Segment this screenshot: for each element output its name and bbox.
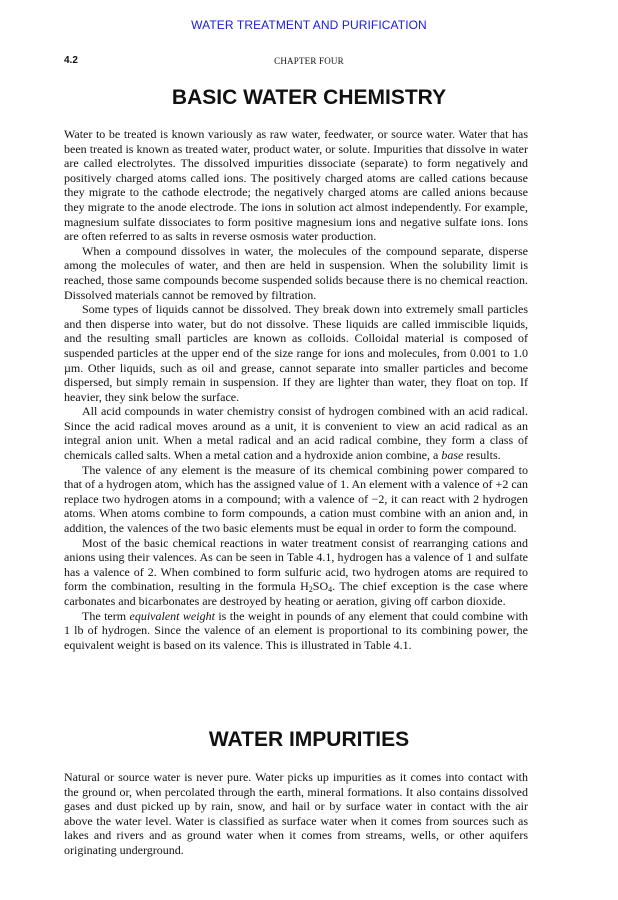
paragraph-text: The term — [82, 608, 130, 623]
paragraph: Some types of liquids cannot be dissolved. They break down into extremely small particles and then disperse into water, but do not dissolve. These liquids are called immiscible liquids, and the resulting small particles are known as colloids. Colloidal material is composed of suspended particles at the upper end of the size range for ions and molecules, from 0.001 to 1.0 µm. Other liquids, such as oil and grease, cannot separate into smaller particles and become dispersed, but simply remain in suspension. If they are lighter than water, they float on top. If heavier, they sink below the surface. — [64, 302, 528, 404]
paragraph-text: results. — [463, 448, 501, 463]
paragraph-text: is the weight in pounds of any element that could combine with 1 lb of hydrogen. Since the valence of an element is proportional to its combining power, the equivalent weight is based on its valence. This is illustrated in Table 4.1. — [64, 608, 528, 652]
paragraph: The valence of any element is the measure of its chemical combining power compared to that of a hydrogen atom, which has the assigned value of 1. An element with a valence of +2 can replace two hydrogen atoms in a compound; with a valence of −2, it can react with 2 hydrogen atoms. When atoms combine to form compounds, a cation must combine with an anion and, in addition, the valences of the two basic elements must be equal in order to form the compound. — [64, 462, 528, 536]
formula-element: SO — [312, 579, 329, 594]
chapter-label: CHAPTER FOUR — [274, 56, 344, 66]
paragraph-text: . The chief exception is the case where carbonates and bicarbonates are destroyed by heating or aeration, giving off carbon dioxide. — [64, 579, 529, 608]
paragraph: Water to be treated is known variously as raw water, feedwater, or source water. Water that has been treated is known as treated water, product water, or solute. Impurities that dissolve in water are called electrolytes. The dissolved impurities dissociate (separate) to form negatively and positively charged atoms called ions. The positively charged atoms are called cations because they migrate to the cathode electrode; the negatively charged atoms are called anions because they migrate to the anode electrode. The ions in solution act almost independently. For example, magnesium sulfate dissociates to form positive magnesium ions and negative sulfate ions. Ions are often referred to as salts in reverse osmosis water production. — [64, 127, 528, 244]
running-header: WATER TREATMENT AND PURIFICATION — [191, 18, 427, 32]
section-heading-water-impurities: WATER IMPURITIES — [208, 728, 410, 751]
paragraph — [64, 536, 528, 609]
emphasis-equivalent-weight: equivalent weight — [129, 608, 215, 623]
paragraph — [64, 404, 528, 462]
paragraph: Natural or source water is never pure. Water picks up impurities as it comes into contact with the ground or, when percolated through the earth, mineral formations. It also contains dissolved gases and dust picked up by rain, snow, and hail or by surface water in contact with the air above the water level. Water is classified as surface water when it comes from sources such as lakes and rivers and as ground water when it comes from streams, wells, or other aquifers originating underground. — [64, 770, 528, 857]
page-number: 4.2 — [64, 55, 78, 66]
paragraph: When a compound dissolves in water, the molecules of the compound separate, disperse among the molecules of water, and then are held in suspension. When the solubility limit is reached, those same compounds become suspended solids because there is no chemical reaction. Dissolved materials cannot be removed by filtration. — [64, 243, 528, 302]
formula-sulfuric-acid — [300, 579, 332, 593]
formula-subscript: 2 — [308, 585, 313, 595]
paragraph-text: Most of the basic chemical reactions in water treatment consist of rearranging cations and anions using their valences. As can be seen in Table 4.1, hydrogen has a valence of 1 and sulfate has a valence of 2. When combined to form sulfuric acid, two hydrogen atoms are required to form the combination, resulting in the formula — [64, 535, 528, 594]
paragraph — [64, 609, 528, 653]
formula-subscript: 4 — [328, 585, 333, 595]
paragraph-text: All acid compounds in water chemistry consist of hydrogen combined with an acid radical. Since the acid radical moves around as a unit, it is convenient to view an acid radical as an integral anion unit. When a metal radical and an acid radical combine, they form a class of chemicals called salts. When a metal cation and a hydroxide anion combine, a — [64, 404, 528, 463]
section-heading-basic-water-chemistry: BASIC WATER CHEMISTRY — [171, 86, 447, 109]
section-body-water-impurities — [64, 770, 528, 858]
section-body-basic-water-chemistry — [64, 127, 528, 652]
emphasis-base: base — [441, 448, 464, 463]
formula-element: H — [300, 579, 309, 594]
